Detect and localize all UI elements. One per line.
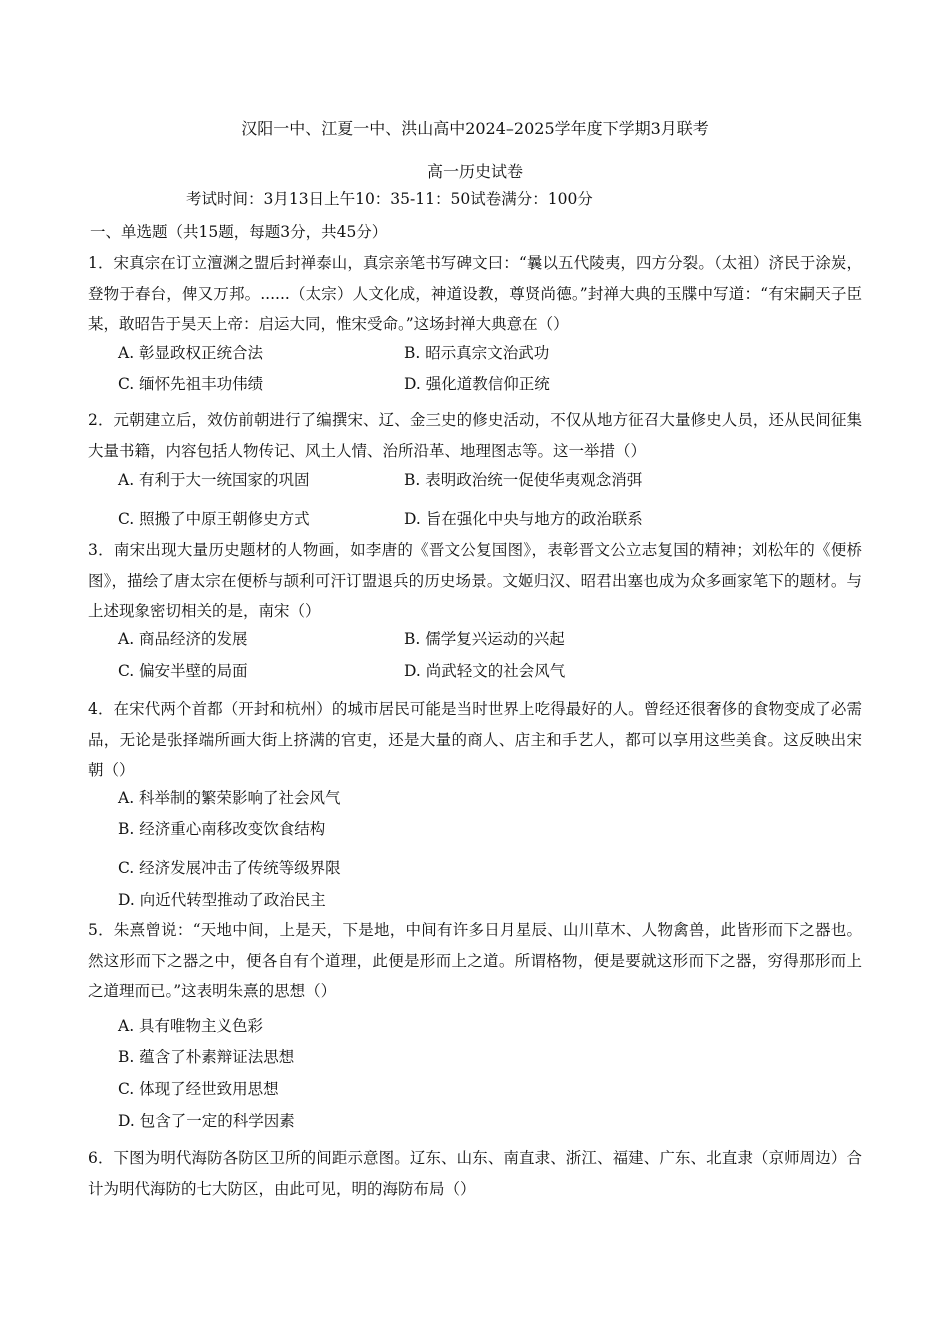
question-2-option-a[interactable]: A. 有利于大一统国家的巩固 <box>118 471 310 489</box>
question-4-stem: 4．在宋代两个首都（开封和杭州）的城市居民可能是当时世界上吃得最好的人。曾经还很奢侈的食物变成了必需品，无论是张择端所画大街上挤满的官吏，还是大量的商人、店主和手艺人，都可以享用这些美食。这反映出宋朝（） <box>88 700 862 779</box>
question-4-option-b[interactable]: B. 经济重心南移改变饮食结构 <box>118 820 326 838</box>
question-4-option-c[interactable]: C. 经济发展冲击了传统等级界限 <box>118 859 341 877</box>
question-5-option-a[interactable]: A. 具有唯物主义色彩 <box>118 1017 264 1035</box>
question-3-option-d[interactable]: D. 尚武轻文的社会风气 <box>404 662 566 680</box>
question-4-option-d[interactable]: D. 向近代转型推动了政治民主 <box>118 891 326 909</box>
question-2-option-b[interactable]: B. 表明政治统一促使华夷观念消弭 <box>404 471 643 489</box>
exam-title: 汉阳一中、江夏一中、洪山高中2024–2025学年度下学期3月联考 <box>241 119 709 138</box>
section-heading: 一、单选题（共15题，每题3分，共45分） <box>90 223 388 241</box>
question-3-option-c[interactable]: C. 偏安半壁的局面 <box>118 662 248 680</box>
question-5-option-d[interactable]: D. 包含了一定的科学因素 <box>118 1112 295 1130</box>
question-1-option-a[interactable]: A. 彰显政权正统合法 <box>118 344 264 362</box>
question-6-stem: 6．下图为明代海防各防区卫所的间距示意图。辽东、山东、南直隶、浙江、福建、广东、北直隶（京师周边）合计为明代海防的七大防区，由此可见，明的海防布局（） <box>88 1149 862 1198</box>
question-1-option-c[interactable]: C. 缅怀先祖丰功伟绩 <box>118 375 264 393</box>
question-2-option-c[interactable]: C. 照搬了中原王朝修史方式 <box>118 510 310 528</box>
question-2-option-d[interactable]: D. 旨在强化中央与地方的政治联系 <box>404 510 643 528</box>
question-3-option-a[interactable]: A. 商品经济的发展 <box>118 630 248 648</box>
exam-subject: 高一历史试卷 <box>426 162 523 181</box>
question-5-stem: 5．朱熹曾说：“天地中间，上是天，下是地，中间有许多日月星辰、山川草木、人物禽兽，此皆形而下之器也。然这形而下之器之中，便各自有个道理，此便是形而上之道。所谓格物，便是要就这形而下之器，穷得那形而上之道理而已。”这表明朱熹的思想（） <box>88 921 862 1000</box>
question-5-option-b[interactable]: B. 蕴含了朴素辩证法思想 <box>118 1048 295 1066</box>
question-4-option-a[interactable]: A. 科举制的繁荣影响了社会风气 <box>118 789 341 807</box>
question-3-option-b[interactable]: B. 儒学复兴运动的兴起 <box>404 630 565 648</box>
question-2-stem: 2．元朝建立后，效仿前朝进行了编撰宋、辽、金三史的修史活动，不仅从地方征召大量修史人员，还从民间征集大量书籍，内容包括人物传记、风土人情、治所沿革、地理图志等。这一举措（） <box>88 411 862 460</box>
question-3-stem: 3．南宋出现大量历史题材的人物画，如李唐的《晋文公复国图》，表彰晋文公立志复国的精神；刘松年的《便桥图》，描绘了唐太宗在便桥与颉利可汗订盟退兵的历史场景。文姬归汉、昭君出塞也成为众多画家笔下的题材。与上述现象密切相关的是，南宋（） <box>88 541 862 620</box>
question-1-option-b[interactable]: B. 昭示真宗文治武功 <box>404 344 550 362</box>
question-1-option-d[interactable]: D. 强化道教信仰正统 <box>404 375 550 393</box>
exam-info: 考试时间：3月13日上午10：35-11：50试卷满分：100分 <box>186 190 593 208</box>
question-1-stem: 1．宋真宗在订立澶渊之盟后封禅泰山，真宗亲笔书写碑文曰：“曩以五代陵夷，四方分裂。（太祖）济民于涂炭，登物于春台，俾又万邦。......（太宗）人文化成，神道设教，尊贤尚德。”封禅大典的玉牒中写道：“有宋嗣天子臣某，敢昭告于昊天上帝：启运大同，惟宋受命。”这场封禅大典意在（） <box>88 254 862 333</box>
question-5-option-c[interactable]: C. 体现了经世致用思想 <box>118 1080 279 1098</box>
